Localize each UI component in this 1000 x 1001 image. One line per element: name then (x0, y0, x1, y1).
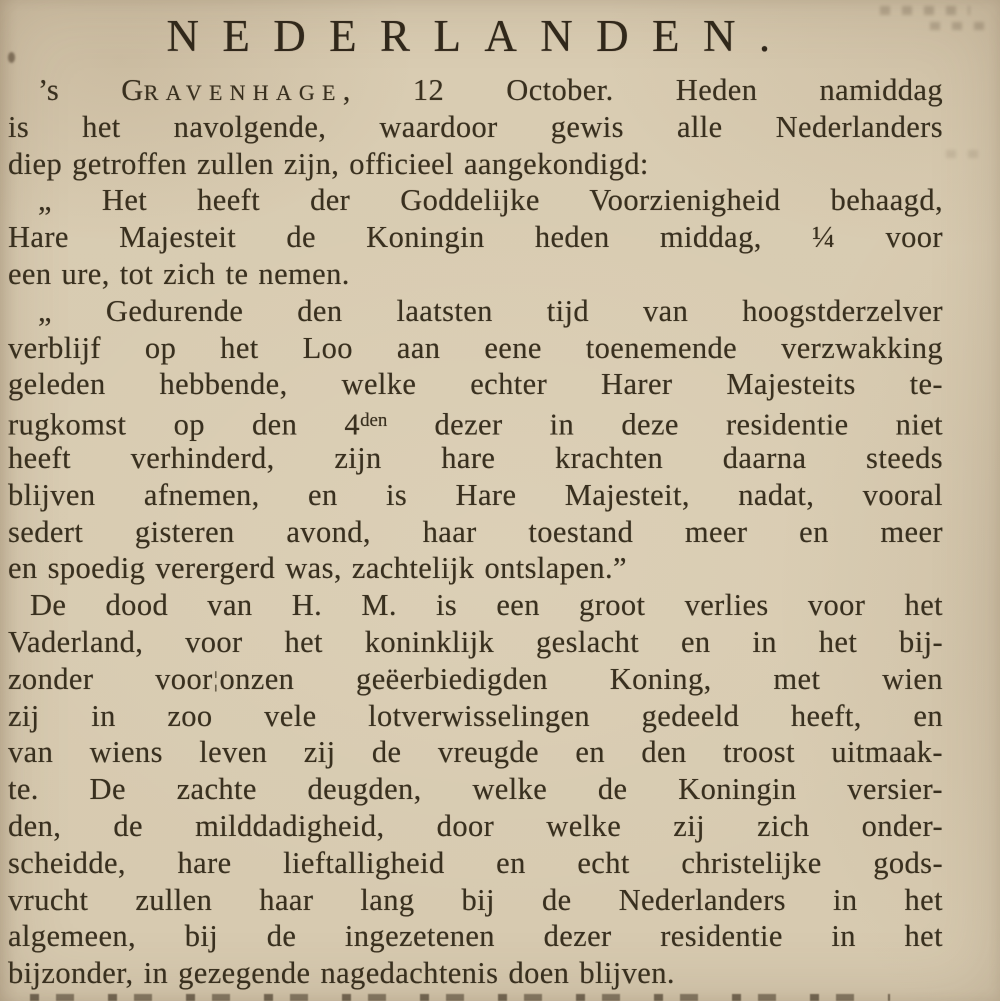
article-line: Vaderland, voor het koninklijk geslacht en in het bij- (8, 624, 943, 659)
article-line (8, 403, 943, 440)
article-heading: NEDERLANDEN. (166, 11, 794, 61)
line-text: zonder voor (8, 661, 213, 696)
article-line: zij in zoo vele lotverwisselingen gedeeld heeft, en (8, 698, 943, 733)
article-line: en spoedig verergerd was, zachtelijk ontslapen.” (8, 551, 627, 586)
line-text: onzen geëerbiedigden Koning, met wien (219, 661, 943, 696)
bleedthrough-mark (946, 150, 990, 158)
article-line: vrucht zullen haar lang bij de Nederlanders in het (8, 882, 943, 917)
line-text: dezer in deze residentie niet (387, 407, 944, 442)
cutoff-line-fragments (30, 994, 890, 1001)
article-line: blijven afnemen, en is Hare Majesteit, nadat, vooral (8, 477, 943, 512)
article-line: een ure, tot zich te nemen. (8, 256, 350, 291)
article-line: bijzonder, in gezegende nagedachtenis doen blijven. (8, 956, 675, 991)
article-line: „ Het heeft der Goddelijke Voorzienigheid behaagd, (38, 183, 943, 218)
dateline-prefix: ’s G (38, 73, 144, 107)
article-line: diep getroffen zullen zijn, officieel aangekondigd: (8, 146, 649, 181)
article-line: De dood van H. M. is een groot verlies voor het (30, 588, 943, 623)
line-text: rugkomst op den 4 (8, 407, 361, 442)
article-line: verblijf op het Loo aan eene toenemende verzwakking (8, 330, 943, 365)
article-line: geleden hebbende, welke echter Harer Majesteits te- (8, 367, 943, 402)
dateline-smallcaps: RAVENHAGE (143, 80, 343, 105)
article-column (8, 72, 943, 992)
superscript-ordinal: den (360, 410, 388, 432)
ink-speck (8, 52, 15, 63)
dateline (8, 72, 943, 109)
article-line: den, de milddadigheid, door welke zij zich onder- (8, 808, 943, 843)
article-line: van wiens leven zij de vreugde en den troost uitmaak- (8, 735, 943, 770)
article-line: is het navolgende, waardoor gewis alle Nederlanders (8, 109, 943, 144)
dateline-rest: , 12 October. Heden namiddag (342, 73, 943, 107)
article-line: scheidde, hare lieftalligheid en echt christelijke gods- (8, 845, 943, 880)
article-line: Hare Majesteit de Koningin heden middag, ¼ voor (8, 220, 943, 255)
article-line: algemeen, bij de ingezetenen dezer residentie in het (8, 919, 943, 954)
article-line (8, 661, 943, 698)
article-line: sedert gisteren avond, haar toestand meer en meer (8, 514, 943, 549)
print-artifact: ¦ (213, 666, 219, 692)
article-line: „ Gedurende den laatsten tijd van hoogstderzelver (38, 293, 943, 328)
article-line: heeft verhinderd, zijn hare krachten daarna steeds (8, 440, 943, 475)
article-line: te. De zachte deugden, welke de Koningin versier- (8, 772, 943, 807)
